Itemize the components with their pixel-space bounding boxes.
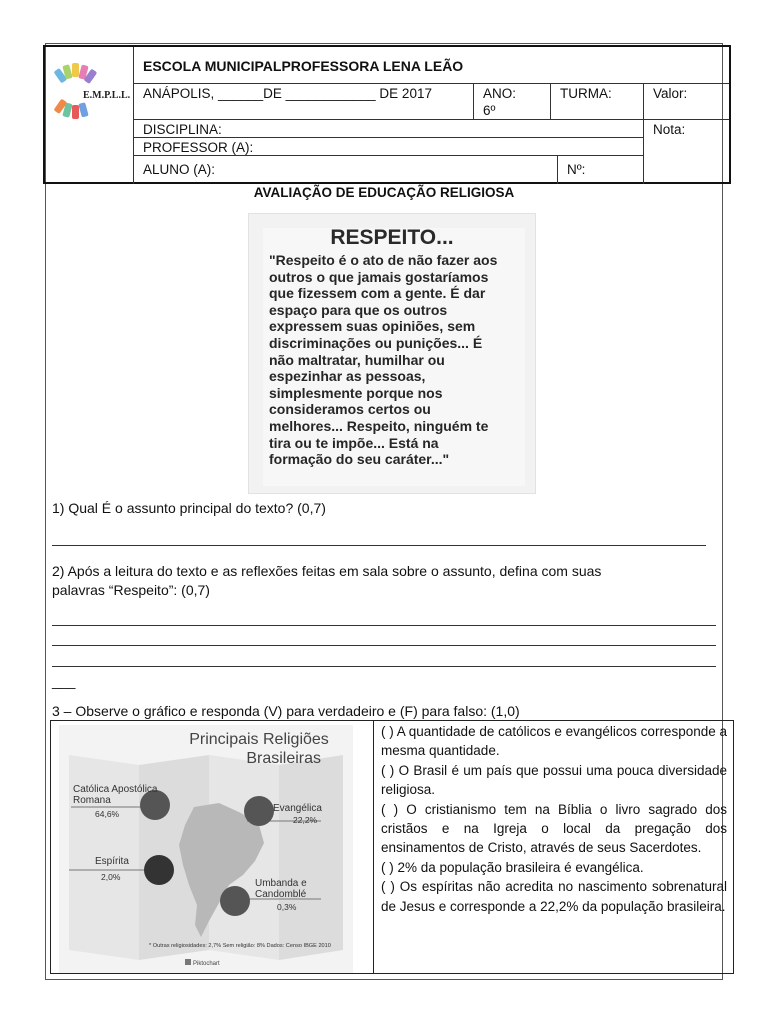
- umbanda-circle: [220, 886, 250, 916]
- map-panel: [279, 755, 343, 960]
- table-divider: [373, 721, 374, 973]
- aluno-field[interactable]: ALUNO (A):: [143, 162, 216, 177]
- place-date-field[interactable]: ANÁPOLIS, ______DE ____________ DE 2017: [143, 86, 432, 101]
- infographic-graphic: [59, 725, 353, 973]
- question-3-table: [50, 720, 734, 974]
- espirita-circle: [144, 855, 174, 885]
- religions-infographic: [59, 725, 353, 973]
- professor-field[interactable]: PROFESSOR (A):: [143, 140, 254, 155]
- answer-line-tail[interactable]: ___: [52, 673, 76, 689]
- quote-line: tira ou te impõe... Está na: [269, 434, 439, 451]
- answer-line[interactable]: [52, 645, 716, 646]
- answer-line[interactable]: [52, 545, 706, 546]
- answer-line[interactable]: [52, 666, 716, 667]
- ano-label: ANO:: [483, 86, 517, 101]
- evangelica-circle: [244, 796, 274, 826]
- tf-item[interactable]: ( ) O cristianismo tem na Bíblia o livro sagrado dos cristãos e na Igreja o local da pregação dos ensinamentos de Cristo, através de seus Sacerdotes.: [381, 801, 727, 856]
- catolica-label-1: Católica Apostólica: [73, 784, 158, 795]
- catolica-value: 64,6%: [95, 809, 120, 819]
- valor-field[interactable]: Valor:: [653, 86, 688, 101]
- respeito-quote-image: [248, 213, 536, 494]
- infographic-title-1: Principais Religiões: [189, 731, 329, 748]
- exam-title: AVALIAÇÃO DE EDUCAÇÃO RELIGIOSA: [253, 185, 515, 200]
- nota-field[interactable]: Nota:: [653, 122, 686, 137]
- header-divider: [473, 83, 474, 119]
- question-2-line-2: palavras “Respeito”: (0,7): [52, 582, 210, 598]
- quote-line: espaço para que os outros: [269, 301, 448, 318]
- catolica-label-2: Romana: [73, 795, 111, 806]
- school-name: ESCOLA MUNICIPALPROFESSORA LENA LEÃO: [143, 58, 464, 74]
- question-2-line-1: 2) Após a leitura do texto e as reflexões feitas em sala sobre o assunto, defina com suas: [52, 563, 602, 579]
- umbanda-value: 0,3%: [277, 902, 297, 912]
- ano-field[interactable]: [475, 84, 549, 120]
- tf-item[interactable]: ( ) A quantidade de católicos e evangélicos corresponde a mesma quantidade.: [381, 724, 727, 759]
- exam-header: [43, 45, 731, 184]
- evangelica-value: 22,2%: [293, 815, 318, 825]
- quote-text: [269, 252, 531, 468]
- piktochart-icon: [185, 959, 191, 965]
- piktochart-brand: Piktochart: [193, 961, 220, 967]
- question-1: 1) Qual É o assunto principal do texto? (0,7): [52, 500, 326, 516]
- quote-line: expressem suas opiniões, sem: [269, 318, 476, 335]
- disciplina-field[interactable]: DISCIPLINA:: [143, 122, 222, 137]
- question-3: 3 – Observe o gráfico e responda (V) para verdadeiro e (F) para falso: (1,0): [52, 703, 520, 719]
- quote-line: outros o que jamais gostaríamos: [269, 268, 489, 285]
- answer-line[interactable]: [52, 625, 716, 626]
- quote-line: não maltratar, humilhar ou: [269, 351, 445, 368]
- espirita-label: Espírita: [95, 856, 129, 867]
- numero-field[interactable]: Nº:: [567, 162, 586, 177]
- quote-line: consideramos certos ou: [269, 401, 431, 418]
- infographic-title-2: Brasileiras: [246, 750, 321, 767]
- header-divider: [557, 155, 558, 184]
- quote-line: formação do seu caráter...": [269, 451, 450, 468]
- quote-line: discriminações ou punições... É: [269, 334, 483, 351]
- tf-item[interactable]: ( ) Os espíritas não acredita no nascimento sobrenatural de Jesus e corresponde a 22,2% da população brasileira.: [381, 879, 727, 914]
- tf-item[interactable]: ( ) 2% da população brasileira é evangélica.: [381, 859, 644, 875]
- logo-text: E.M.P.L.L.: [83, 90, 131, 101]
- header-divider: [133, 47, 134, 184]
- evangelica-label: Evangélica: [273, 803, 322, 814]
- quote-line: melhores... Respeito, ninguém te: [269, 417, 489, 434]
- tf-item[interactable]: ( ) O Brasil é um país que possui uma pouca diversidade religiosa.: [381, 762, 727, 798]
- quote-line: simplesmente porque nos: [269, 384, 443, 401]
- turma-field[interactable]: TURMA:: [560, 86, 612, 101]
- quote-line: que fizessem com a gente. É dar: [269, 285, 486, 302]
- quote-line: espezinhar as pessoas,: [269, 368, 426, 385]
- quote-heading: RESPEITO...: [330, 226, 454, 249]
- umbanda-label-2: Candomblé: [255, 889, 307, 900]
- umbanda-label-1: Umbanda e: [255, 878, 307, 889]
- infographic-footnote: * Outras religiosidades: 2,7% Sem religião: 8% Dados: Censo IBGE 2010: [149, 943, 331, 949]
- espirita-value: 2,0%: [101, 872, 121, 882]
- ano-value: 6º: [483, 103, 496, 118]
- true-false-items: [381, 722, 727, 916]
- quote-line: "Respeito é o ato de não fazer aos: [269, 252, 498, 268]
- header-divider: [550, 83, 551, 119]
- header-divider: [643, 83, 644, 184]
